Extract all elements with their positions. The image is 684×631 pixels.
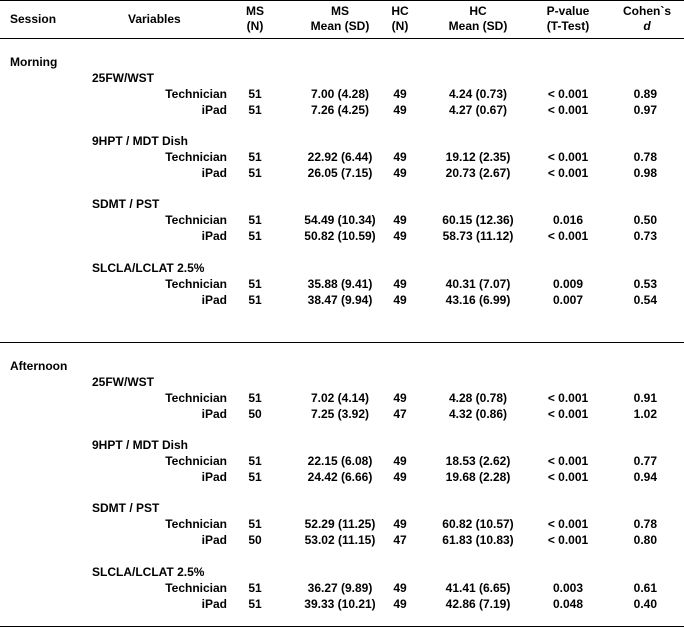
ms-mean-cell: 53.02 (11.15)	[304, 533, 376, 547]
ms-n-cell: 50	[248, 533, 262, 547]
hc-n-cell: 49	[393, 166, 407, 180]
ms-mean-cell: 7.25 (3.92)	[310, 407, 370, 421]
hc-mean-cell: 4.32 (0.86)	[448, 407, 508, 421]
row-label: Technician	[165, 517, 227, 531]
ms-mean-cell: 38.47 (9.94)	[307, 293, 373, 307]
ms-mean-cell: 7.00 (4.28)	[310, 87, 370, 101]
hc-mean-cell: 19.68 (2.28)	[445, 470, 511, 484]
row-label: iPad	[201, 597, 227, 611]
p-value-cell: 0.016	[552, 213, 584, 227]
cohens-d-cell: 0.54	[633, 293, 657, 307]
hc-n-cell: 49	[393, 87, 407, 101]
p-value-cell: < 0.001	[547, 470, 589, 484]
header-rule	[0, 38, 684, 39]
session-divider-rule	[0, 342, 684, 343]
ms-mean-cell: 7.26 (4.25)	[310, 103, 370, 117]
hc-n-cell: 47	[393, 533, 407, 547]
row-label: Technician	[165, 454, 227, 468]
hc-n-cell: 47	[393, 407, 407, 421]
hc-mean-cell: 58.73 (11.12)	[442, 229, 514, 243]
p-value-cell: < 0.001	[547, 517, 589, 531]
ms-n-cell: 51	[248, 293, 262, 307]
cohens-d-cell: 0.89	[633, 87, 657, 101]
variable-group-title: 9HPT / MDT Dish	[92, 134, 189, 148]
hc-n-cell: 49	[393, 470, 407, 484]
ms-mean-cell: 50.82 (10.59)	[304, 229, 376, 243]
p-value-cell: < 0.001	[547, 150, 589, 164]
hc-mean-cell: 60.15 (12.36)	[442, 213, 514, 227]
ms-mean-cell: 52.29 (11.25)	[304, 517, 376, 531]
hc-mean-cell: 43.16 (6.99)	[445, 293, 511, 307]
hc-n-cell: 49	[393, 213, 407, 227]
col-header-hc-mean: HC Mean (SD)	[448, 4, 508, 33]
row-label: Technician	[165, 150, 227, 164]
col-header-hc-n: HC (N)	[391, 4, 409, 33]
cohens-d-cell: 0.61	[633, 581, 657, 595]
ms-n-cell: 51	[248, 87, 262, 101]
row-label: Technician	[165, 581, 227, 595]
cohens-d-cell: 0.80	[633, 533, 657, 547]
cohens-d-cell: 0.77	[633, 454, 657, 468]
ms-mean-cell: 36.27 (9.89)	[307, 581, 373, 595]
variable-group-title: SDMT / PST	[92, 501, 160, 515]
col-header-ms-mean: MS Mean (SD)	[310, 4, 370, 33]
cohens-d-cell: 0.50	[633, 213, 657, 227]
hc-mean-cell: 19.12 (2.35)	[445, 150, 511, 164]
row-label: iPad	[201, 166, 227, 180]
ms-n-cell: 51	[248, 229, 262, 243]
hc-n-cell: 49	[393, 277, 407, 291]
top-rule	[0, 0, 684, 1]
p-value-cell: 0.048	[552, 597, 584, 611]
row-label: Technician	[165, 277, 227, 291]
row-label: iPad	[201, 407, 227, 421]
cohens-d-cell: 0.94	[633, 470, 657, 484]
row-label: Technician	[165, 213, 227, 227]
ms-n-cell: 51	[248, 581, 262, 595]
ms-n-cell: 51	[248, 470, 262, 484]
cohens-d-cell: 0.91	[633, 391, 657, 405]
variable-group-title: 9HPT / MDT Dish	[92, 438, 189, 452]
hc-n-cell: 49	[393, 391, 407, 405]
variable-group-title: SDMT / PST	[92, 197, 160, 211]
hc-mean-cell: 42.86 (7.19)	[445, 597, 511, 611]
p-value-cell: < 0.001	[547, 103, 589, 117]
variable-group-title: SLCLA/LCLAT 2.5%	[92, 261, 205, 275]
cohens-d-cell: 1.02	[633, 407, 657, 421]
session-label: Morning	[10, 55, 58, 69]
row-label: iPad	[201, 533, 227, 547]
ms-n-cell: 51	[248, 454, 262, 468]
ms-n-cell: 51	[248, 597, 262, 611]
hc-mean-cell: 4.24 (0.73)	[448, 87, 508, 101]
row-label: Technician	[165, 87, 227, 101]
ms-mean-cell: 7.02 (4.14)	[310, 391, 370, 405]
variable-group-title: SLCLA/LCLAT 2.5%	[92, 565, 205, 579]
cohens-d-cell: 0.78	[633, 150, 657, 164]
col-header-session: Session	[10, 12, 57, 26]
col-header-p-value: P-value (T-Test)	[546, 4, 590, 33]
p-value-cell: 0.003	[552, 581, 584, 595]
col-header-cohens-d: Cohen`s d	[623, 4, 671, 33]
cohens-d-cell: 0.73	[633, 229, 657, 243]
hc-mean-cell: 61.83 (10.83)	[442, 533, 514, 547]
p-value-cell: < 0.001	[547, 454, 589, 468]
ms-n-cell: 51	[248, 103, 262, 117]
ms-mean-cell: 22.92 (6.44)	[307, 150, 373, 164]
hc-n-cell: 49	[393, 597, 407, 611]
ms-mean-cell: 54.49 (10.34)	[304, 213, 376, 227]
hc-mean-cell: 4.27 (0.67)	[448, 103, 508, 117]
hc-mean-cell: 18.53 (2.62)	[445, 454, 511, 468]
cohens-d-cell: 0.40	[633, 597, 657, 611]
p-value-cell: < 0.001	[547, 407, 589, 421]
ms-n-cell: 51	[248, 391, 262, 405]
hc-n-cell: 49	[393, 229, 407, 243]
ms-mean-cell: 39.33 (10.21)	[304, 597, 376, 611]
col-header-ms-n: MS (N)	[246, 4, 264, 33]
row-label: iPad	[201, 103, 227, 117]
ms-n-cell: 51	[248, 277, 262, 291]
cohens-d-cell: 0.97	[633, 103, 657, 117]
p-value-cell: 0.007	[552, 293, 584, 307]
hc-mean-cell: 20.73 (2.67)	[445, 166, 511, 180]
hc-n-cell: 49	[393, 517, 407, 531]
variable-group-title: 25FW/WST	[92, 375, 154, 389]
bottom-rule	[0, 626, 684, 627]
ms-n-cell: 50	[248, 407, 262, 421]
hc-n-cell: 49	[393, 150, 407, 164]
hc-n-cell: 49	[393, 454, 407, 468]
hc-n-cell: 49	[393, 581, 407, 595]
hc-mean-cell: 40.31 (7.07)	[445, 277, 511, 291]
hc-mean-cell: 41.41 (6.65)	[445, 581, 511, 595]
p-value-cell: < 0.001	[547, 87, 589, 101]
row-label: iPad	[201, 229, 227, 243]
cohens-d-cell: 0.78	[633, 517, 657, 531]
p-value-cell: < 0.001	[547, 391, 589, 405]
cohens-d-cell: 0.53	[633, 277, 657, 291]
hc-mean-cell: 4.28 (0.78)	[448, 391, 508, 405]
variable-group-title: 25FW/WST	[92, 71, 154, 85]
col-header-variables: Variables	[128, 12, 181, 26]
ms-n-cell: 51	[248, 166, 262, 180]
hc-n-cell: 49	[393, 103, 407, 117]
p-value-cell: 0.009	[552, 277, 584, 291]
row-label: Technician	[165, 391, 227, 405]
hc-mean-cell: 60.82 (10.57)	[442, 517, 514, 531]
row-label: iPad	[201, 470, 227, 484]
ms-n-cell: 51	[248, 517, 262, 531]
ms-mean-cell: 24.42 (6.66)	[307, 470, 373, 484]
hc-n-cell: 49	[393, 293, 407, 307]
p-value-cell: < 0.001	[547, 229, 589, 243]
row-label: iPad	[201, 293, 227, 307]
ms-mean-cell: 26.05 (7.15)	[307, 166, 373, 180]
session-label: Afternoon	[10, 359, 68, 373]
ms-n-cell: 51	[248, 213, 262, 227]
cohens-d-cell: 0.98	[633, 166, 657, 180]
ms-mean-cell: 22.15 (6.08)	[307, 454, 373, 468]
p-value-cell: < 0.001	[547, 166, 589, 180]
p-value-cell: < 0.001	[547, 533, 589, 547]
ms-n-cell: 51	[248, 150, 262, 164]
ms-mean-cell: 35.88 (9.41)	[307, 277, 373, 291]
